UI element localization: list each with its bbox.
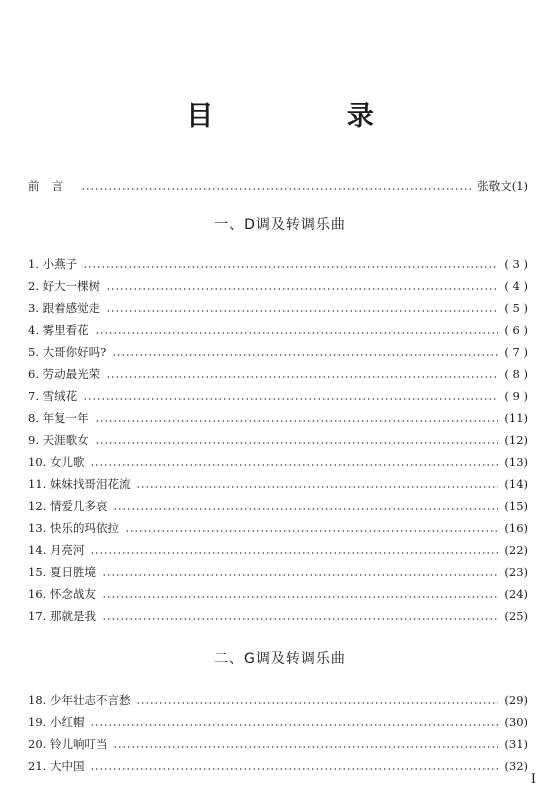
dot-leader	[113, 508, 498, 510]
toc-entry-page: (31)	[504, 737, 528, 751]
dot-leader	[95, 332, 499, 334]
toc-entry-page: (29)	[504, 693, 528, 707]
dot-leader	[90, 724, 498, 726]
toc-entry-page: ( 3 )	[504, 257, 528, 271]
toc-entry-title: 14. 月亮河	[28, 543, 85, 557]
dot-leader	[81, 188, 471, 190]
toc-entry	[28, 365, 528, 383]
toc-entry	[28, 409, 528, 427]
toc-entry-page: ( 7 )	[504, 345, 528, 359]
dot-leader	[83, 398, 498, 400]
toc-entry	[28, 607, 528, 625]
page-number: I	[530, 772, 536, 787]
toc-entry-page: (16)	[504, 521, 528, 535]
dot-leader	[136, 486, 498, 488]
toc-entry	[28, 277, 528, 295]
toc-entry-page: ( 8 )	[504, 367, 528, 381]
toc-entry	[28, 541, 528, 559]
dot-leader	[106, 288, 498, 290]
toc-entry-title: 11. 妹妹找哥泪花流	[28, 477, 131, 491]
dot-leader	[136, 702, 498, 704]
toc-entry	[28, 735, 528, 753]
dot-leader	[112, 354, 498, 356]
toc-entry-page: (15)	[504, 499, 528, 513]
toc-entry-page: (13)	[504, 455, 528, 469]
toc-entry-title: 20. 铃儿响叮当	[28, 737, 108, 751]
toc-entry-page: (30)	[504, 715, 528, 729]
toc-entry-title: 10. 女儿歌	[28, 455, 85, 469]
toc-entry	[28, 387, 528, 405]
toc-entry-title: 8. 年复一年	[28, 411, 89, 425]
dot-leader	[95, 442, 499, 444]
toc-entry-page: (23)	[504, 565, 528, 579]
dot-leader	[83, 266, 498, 268]
dot-leader	[102, 596, 498, 598]
toc-entry	[28, 585, 528, 603]
toc-entry	[28, 757, 528, 775]
toc-entry-title: 7. 雪绒花	[28, 389, 78, 403]
toc-entry	[28, 453, 528, 471]
toc-entry-title: 1. 小燕子	[28, 257, 78, 271]
section-heading-g: 二、G调及转调乐曲	[214, 651, 346, 667]
toc-entry	[28, 519, 528, 537]
toc-entry	[28, 563, 528, 581]
toc-entry	[28, 299, 528, 317]
toc-entry-page: (14)	[504, 477, 528, 491]
toc-entry-page: (22)	[504, 543, 528, 557]
toc-entry-title: 19. 小红帽	[28, 715, 85, 729]
toc-entry	[28, 497, 528, 515]
toc-entry-title: 18. 少年壮志不言愁	[28, 693, 131, 707]
page-title: 目 录	[186, 101, 436, 132]
toc-entry-page: ( 9 )	[504, 389, 528, 403]
toc-entry-title: 9. 天涯歌女	[28, 433, 89, 447]
dot-leader	[90, 768, 498, 770]
toc-entry-page: ( 6 )	[504, 323, 528, 337]
toc-entry	[28, 255, 528, 273]
toc-entry-title: 6. 劳动最光荣	[28, 367, 101, 381]
preface-author-page: 张敬文(1)	[477, 179, 528, 193]
toc-entry-page: ( 5 )	[504, 301, 528, 315]
section-heading-d: 一、D调及转调乐曲	[214, 217, 346, 233]
toc-entry-page: ( 4 )	[504, 279, 528, 293]
preface-label: 前言	[28, 179, 75, 193]
toc-entry-title: 16. 怀念战友	[28, 587, 96, 601]
toc-entry-title: 13. 快乐的玛依拉	[28, 521, 119, 535]
toc-entry-title: 15. 夏日胜境	[28, 565, 96, 579]
toc-preface	[28, 177, 528, 195]
toc-entry-title: 17. 那就是我	[28, 609, 96, 623]
dot-leader	[113, 746, 498, 748]
toc-entry-page: (12)	[504, 433, 528, 447]
dot-leader	[106, 310, 498, 312]
toc-entry-page: (11)	[504, 411, 528, 425]
dot-leader	[106, 376, 498, 378]
toc-entry	[28, 475, 528, 493]
dot-leader	[102, 618, 498, 620]
toc-entry-title: 21. 大中国	[28, 759, 85, 773]
toc-entry-page: (24)	[504, 587, 528, 601]
dot-leader	[95, 420, 499, 422]
toc-entry-page: (32)	[504, 759, 528, 773]
toc-entry	[28, 713, 528, 731]
toc-entry	[28, 321, 528, 339]
toc-entry	[28, 691, 528, 709]
toc-entry	[28, 343, 528, 361]
toc-entry-title: 2. 好大一棵树	[28, 279, 101, 293]
toc-entry-page: (25)	[504, 609, 528, 623]
toc-entry-title: 4. 雾里看花	[28, 323, 89, 337]
toc-entry-title: 5. 大哥你好吗?	[28, 345, 107, 359]
toc-entry	[28, 431, 528, 449]
toc-entry-title: 3. 跟着感觉走	[28, 301, 101, 315]
dot-leader	[90, 552, 498, 554]
dot-leader	[102, 574, 498, 576]
dot-leader	[125, 530, 498, 532]
toc-entry-title: 12. 情爱几多哀	[28, 499, 108, 513]
dot-leader	[90, 464, 498, 466]
